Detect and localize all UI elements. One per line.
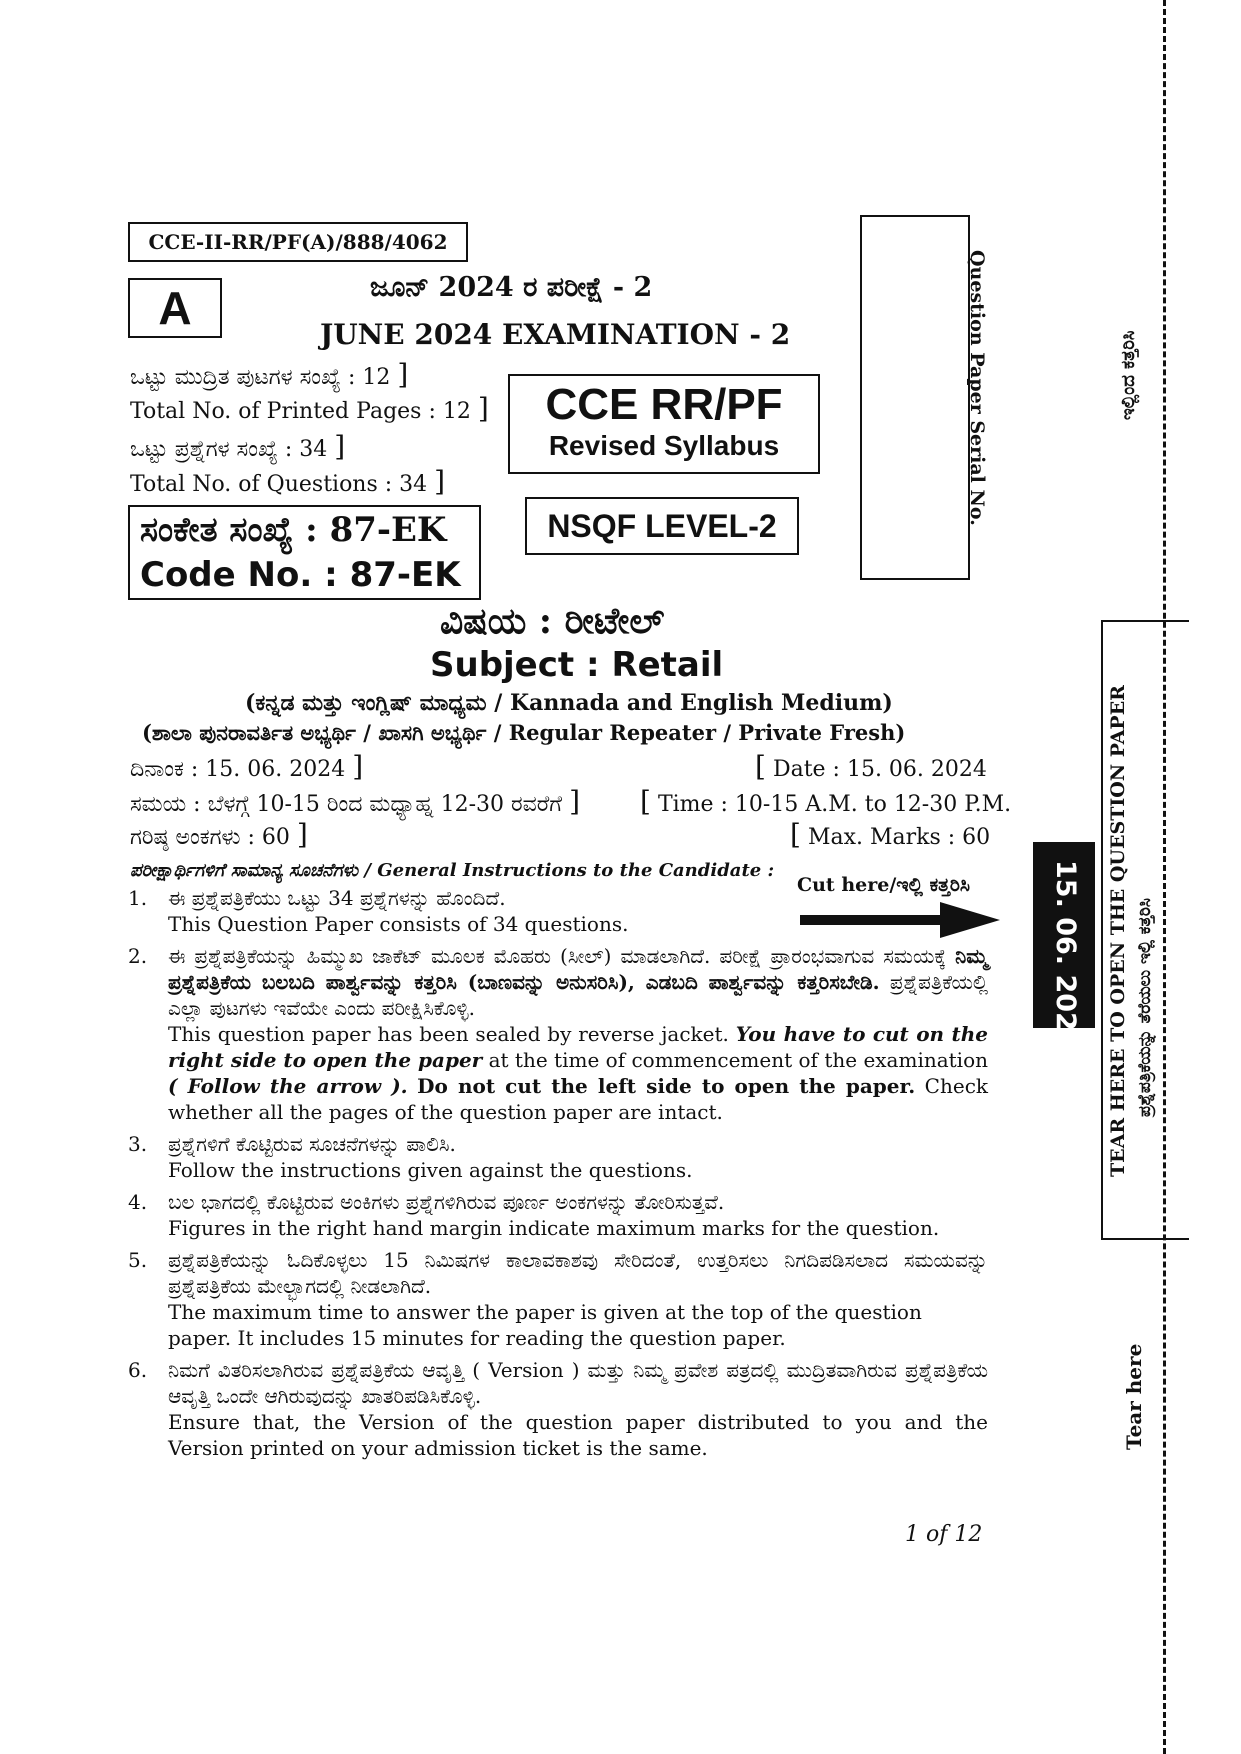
code-number-box [128,505,481,600]
candidate-type-line: (ಶಾಲಾ ಪುನರಾವರ್ತಿತ ಅಭ್ಯರ್ಥಿ / ಖಾಸಗಿ ಅಭ್ಯರ್ಥಿ / Regular Repeater / Private Fresh) [142,720,906,745]
version-box: A [128,278,222,338]
instruction-item: 6. ನಿಮಗೆ ವಿತರಿಸಲಾಗಿರುವ ಪ್ರಶ್ನೆಪತ್ರಿಕೆಯ ಆವೃತ್ತಿ ( Version ) ಮತ್ತು ನಿಮ್ಮ ಪ್ರವೇಶ ಪತ್ರದಲ್ಲಿ ಮುದ್ರಿತವಾಗಿರುವ ಪ್ರಶ್ನೆಪತ್ರಿಕೆಯ ಆವೃತ್ತಿ ಒಂದೇ ಆಗಿರುವುದನ್ನು ಖಾತರಿಪಡಿಸಿಕೊಳ್ಳಿ. Ensure that, the Version of the question paper distributed to you and the Version printed on your admission ticket is the same. [128,1358,988,1460]
nsqf-level: NSQF LEVEL-2 [525,497,799,555]
subject-english: Subject : Retail [430,645,724,685]
instruction-item: 1. ಈ ಪ್ರಶ್ನೆಪತ್ರಿಕೆಯು ಒಟ್ಟು 34 ಪ್ರಶ್ನೆಗಳನ್ನು ಹೊಂದಿದೆ. This Question Paper consists of 34 questions. [128,886,629,936]
time-kannada: ಸಮಯ : ಬೆಳಗ್ಗೆ 10-15 ರಿಂದ ಮಧ್ಯಾಹ್ನ 12-30 ರವರೆಗೆ ] [130,785,580,818]
time-english: [ Time : 10-15 A.M. to 12-30 P.M. [640,785,1012,818]
printed-pages-kannada: ಒಟ್ಟು ಮುದ್ರಿತ ಪುಟಗಳ ಸಂಖ್ಯೆ : 12 ] [130,358,409,391]
printed-pages-english: Total No. of Printed Pages : 12 ] [130,392,489,425]
question-count-kannada: ಒಟ್ಟು ಪ್ರಶ್ನೆಗಳ ಸಂಖ್ಯೆ : 34 ] [130,430,346,463]
exam-title-english: JUNE 2024 EXAMINATION - 2 [320,318,791,351]
instructions-list [128,885,1000,1467]
instruction-item: 4. ಬಲ ಭಾಗದಲ್ಲಿ ಕೊಟ್ಟಿರುವ ಅಂಕಿಗಳು ಪ್ರಶ್ನೆಗಳಿಗಿರುವ ಪೂರ್ಣ ಅಂಕಗಳನ್ನು ತೋರಿಸುತ್ತವೆ. Figures in the right hand margin indicate maximum marks for the question. [128,1190,940,1240]
code-value-english: 87-EK [349,555,461,595]
tear-here-label: Tear here [1122,1343,1146,1450]
instruction-item: 3. ಪ್ರಶ್ನೆಗಳಿಗೆ ಕೊಟ್ಟಿರುವ ಸೂಚನೆಗಳನ್ನು ಪಾಲಿಸಿ. Follow the instructions given against the questions. [128,1132,693,1182]
medium-line: (ಕನ್ನಡ ಮತ್ತು ಇಂಗ್ಲಿಷ್ ಮಾಧ್ಯಮ / Kannada and English Medium) [245,690,893,716]
paper-code: CCE-II-RR/PF(A)/888/4062 [128,222,468,262]
exam-title-kannada: ಜೂನ್ 2024 ರ ಪರೀಕ್ಷೆ - 2 [370,272,653,303]
side-date-badge: 15. 06. 2024 [1033,842,1095,1028]
tear-here-english: TEAR HERE TO OPEN THE QUESTION PAPER [1107,685,1129,1177]
general-instructions-heading: ಪರೀಕ್ಷಾರ್ಥಿಗಳಿಗೆ ಸಾಮಾನ್ಯ ಸೂಚನೆಗಳು / General Instructions to the Candidate : [130,860,775,881]
tear-here-kannada: ಪ್ರಶ್ನೆಪತ್ರಿಕೆಯನ್ನು ತೆರೆಯಲು ಇಲ್ಲಿ ಕತ್ತರಿಸಿ [1135,898,1155,1117]
tear-dashed-line[interactable] [1163,0,1166,1754]
date-kannada: ದಿನಾಂಕ : 15. 06. 2024 ] [130,750,364,783]
instruction-item: 5. ಪ್ರಶ್ನೆಪತ್ರಿಕೆಯನ್ನು ಓದಿಕೊಳ್ಳಲು 15 ನಿಮಿಷಗಳ ಕಾಲಾವಕಾಶವು ಸೇರಿದಂತೆ, ಉತ್ತರಿಸಲು ನಿಗದಿಪಡಿಸಲಾದ ಸಮಯವನ್ನು ಪ್ರಶ್ನೆಪತ್ರಿಕೆಯ ಮೇಲ್ಭಾಗದಲ್ಲಿ ನೀಡಲಾಗಿದೆ. The maximum time to answer the paper is given at the top of the question paper. It includes 15 minutes for reading the question paper. [128,1248,988,1350]
code-value-kannada: 87-EK [329,510,447,550]
course-title: CCE RR/PF [545,380,783,429]
cut-from-here-kannada: ಇಲ್ಲಿಂದ ಕತ್ತರಿಸಿ [1118,330,1139,420]
page-number: 1 of 12 [905,1522,983,1547]
marks-kannada: ಗರಿಷ್ಠ ಅಂಕಗಳು : 60 ] [130,818,308,851]
course-box [508,374,820,474]
subject-kannada: ವಿಷಯ : ರೀಟೇಲ್ [440,600,665,642]
cut-here-label: Cut here/ಇಲ್ಲಿ ಕತ್ತರಿಸಿ [797,874,970,896]
code-label-english: Code No. : [140,555,338,595]
serial-number-label: Question Paper Serial No. [966,250,988,526]
question-count-english: Total No. of Questions : 34 ] [130,465,446,498]
serial-number-box [860,215,970,580]
tear-here-box[interactable] [1101,620,1189,1240]
code-label-kannada: ಸಂಕೇತ ಸಂಖ್ಯೆ : [140,510,318,550]
instruction-item: 2. ಈ ಪ್ರಶ್ನೆಪತ್ರಿಕೆಯನ್ನು ಹಿಮ್ಮುಖ ಜಾಕೆಟ್ ಮೂಲಕ ಮೊಹರು (ಸೀಲ್) ಮಾಡಲಾಗಿದೆ. ಪರೀಕ್ಷೆ ಪ್ರಾರಂಭವಾಗುವ ಸಮಯಕ್ಕೆ ನಿಮ್ಮ ಪ್ರಶ್ನೆಪತ್ರಿಕೆಯ ಬಲಬದಿ ಪಾರ್ಶ್ವವನ್ನು ಕತ್ತರಿಸಿ (ಬಾಣವನ್ನು ಅನುಸರಿಸಿ), ಎಡಬದಿ ಪಾರ್ಶ್ವವನ್ನು ಕತ್ತರಿಸಬೇಡಿ. ಪ್ರಶ್ನೆಪತ್ರಿಕೆಯಲ್ಲಿ ಎಲ್ಲಾ ಪುಟಗಳು ಇವೆಯೇ ಎಂದು ಪರೀಕ್ಷಿಸಿಕೊಳ್ಳಿ. This question paper has been sealed by reverse jacket. You have to cut on the right side to open the paper at the time of commencement of the examination ( Follow the arrow ). Do not cut the left side to open the paper. Check whether all the pages of the question paper are intact. [128,944,989,1124]
marks-english: [ Max. Marks : 60 [790,818,991,851]
course-subtitle: Revised Syllabus [548,430,780,461]
date-english: [ Date : 15. 06. 2024 [755,750,987,783]
